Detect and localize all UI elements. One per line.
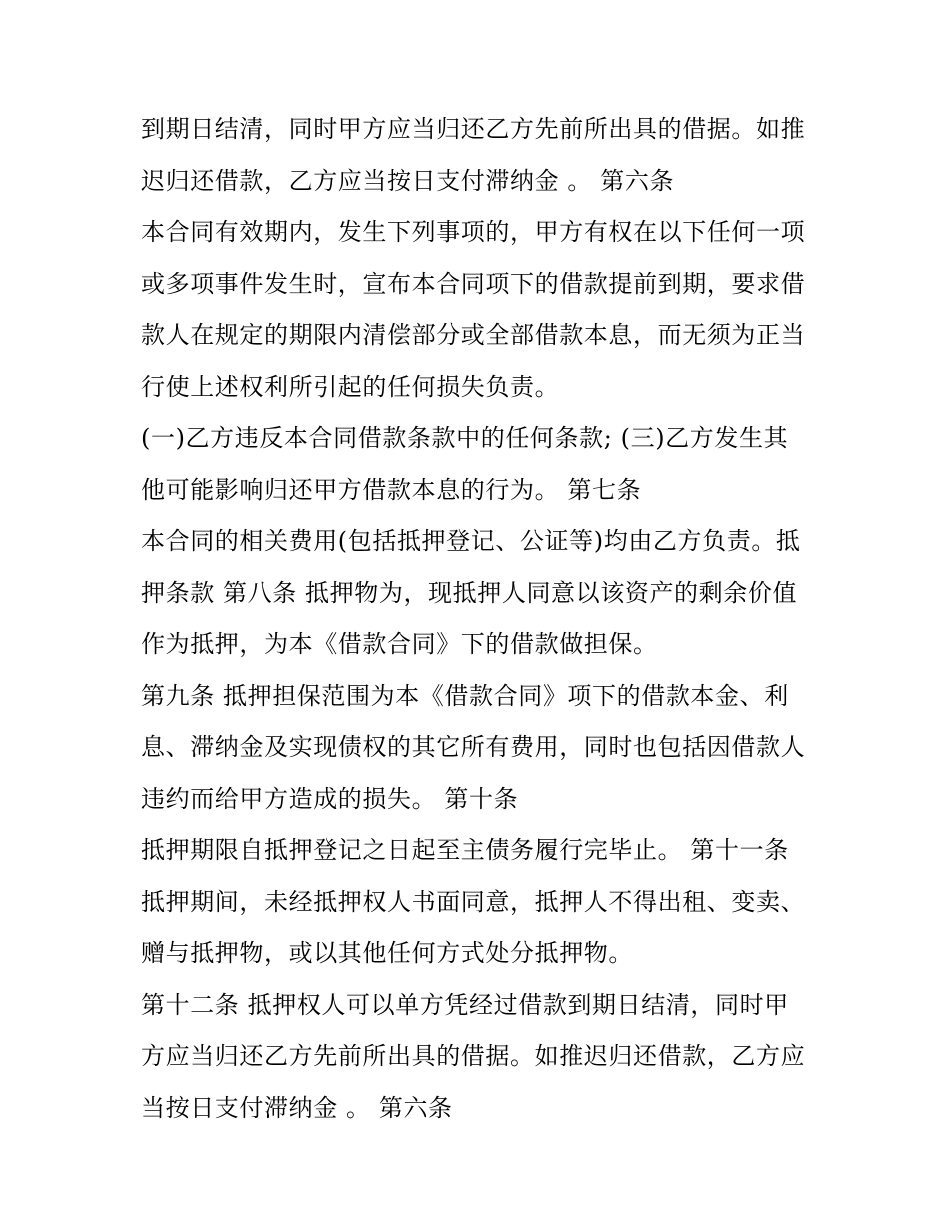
text-line: 行使上述权利所引起的任何损失负责。 — [141, 372, 560, 401]
text-line: 方应当归还乙方先前所出具的借据。如推迟归还借款，乙方应 — [141, 1042, 806, 1070]
text-line: 第九条 抵押担保范围为本《借款合同》项下的借款本金、利 — [141, 681, 789, 710]
text-line: 到期日结清，同时甲方应当归还乙方先前所出具的借据。如推 — [141, 115, 806, 143]
text-line: 抵押期限自抵押登记之日起至主债务履行完毕止。 第十一条 — [141, 836, 789, 864]
text-line: 作为抵押，为本《借款合同》下的借款做担保。 — [141, 630, 658, 658]
text-line: 押条款 第八条 抵押物为，现抵押人同意以该资产的剩余价值 — [141, 578, 798, 607]
text-line: 第十二条 抵押权人可以单方凭经过借款到期日结清，同时甲 — [141, 990, 789, 1019]
text-line: 迟归还借款，乙方应当按日支付滞纳金 。 第六条 — [141, 166, 675, 195]
text-line: 抵押期间，未经抵押权人书面同意，抵押人不得出租、变卖、 — [141, 887, 806, 916]
contract-text-block — [141, 104, 821, 1134]
text-line: 当按日支付滞纳金 。 第六条 — [141, 1093, 453, 1122]
text-line: 款人在规定的期限内清偿部分或全部借款本息，而无须为正当 — [141, 321, 806, 349]
text-line: 违约而给甲方造成的损失。 第十条 — [141, 784, 519, 813]
text-line: 息、滞纳金及实现债权的其它所有费用，同时也包括因借款人 — [141, 733, 806, 761]
text-line: 他可能影响归还甲方借款本息的行为。 第七条 — [141, 475, 642, 504]
text-line: (一)乙方违反本合同借款条款中的任何条款; (三)乙方发生其 — [141, 424, 789, 452]
text-line: 赠与抵押物，或以其他任何方式处分抵押物。 — [141, 939, 633, 967]
text-line: 或多项事件发生时，宣布本合同项下的借款提前到期，要求借 — [141, 269, 806, 298]
text-line: 本合同的相关费用(包括抵押登记、公证等)均由乙方负责。抵 — [141, 527, 801, 555]
text-line: 本合同有效期内，发生下列事项的，甲方有权在以下任何一项 — [141, 218, 806, 246]
